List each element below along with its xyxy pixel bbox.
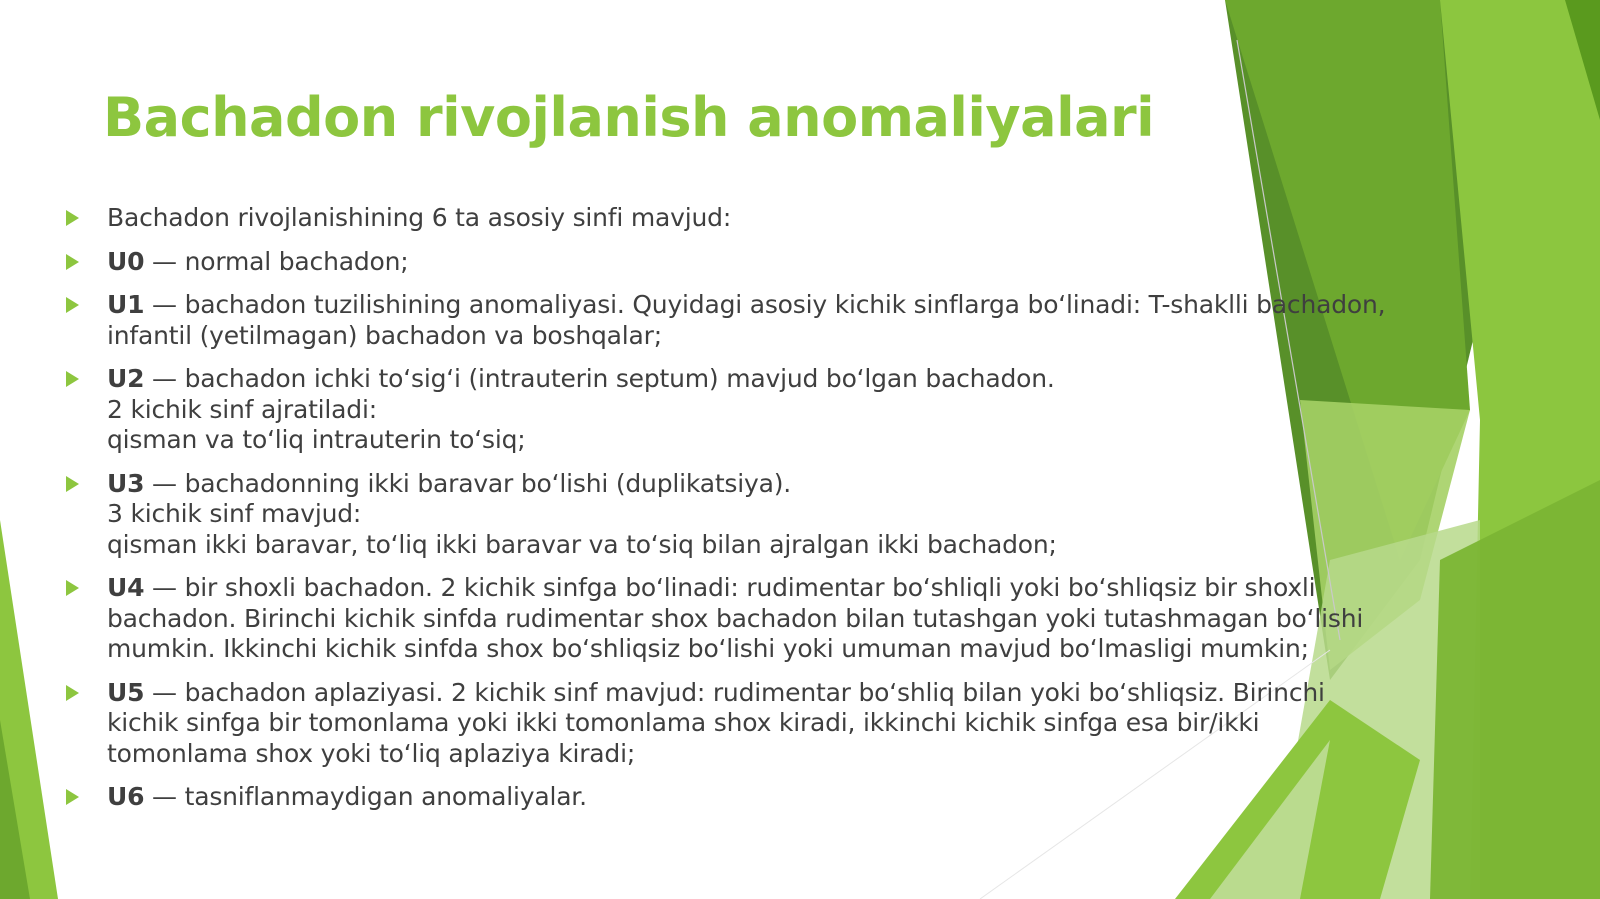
bullet-text: — bachadon ichki to‘sig‘i (intrauterin septum) mavjud bo‘lgan bachadon.: [144, 364, 1055, 393]
bullet-line: [107, 290, 1482, 321]
bullet-line: [107, 634, 1482, 665]
bullet-line: [107, 678, 1482, 709]
bullet-text: qisman ikki baravar, to‘liq ikki baravar va to‘siq bilan ajralgan ikki bachadon;: [107, 529, 1057, 559]
bullet-item: [62, 573, 1482, 665]
bullet-item: [62, 782, 1482, 813]
bullet-arrow-icon: [66, 210, 79, 226]
bullet-arrow-icon: [66, 476, 79, 492]
bullet-text: mumkin. Ikkinchi kichik sinfda shox bo‘shliqsiz bo‘lishi yoki umuman mavjud bo‘lmasligi mumkin;: [107, 634, 1309, 663]
bullet-line: [107, 573, 1482, 604]
bullet-line: [107, 247, 1482, 278]
class-code: U4: [107, 573, 145, 602]
bullet-list: [62, 203, 1482, 826]
bullet-text: — bachadon aplaziyasi. 2 kichik sinf mavjud: rudimentar bo‘shliq bilan yoki bo‘shliqsiz. Birinchi: [144, 677, 1325, 707]
bullet-line: [107, 425, 1482, 456]
bullet-item: [62, 203, 1482, 234]
bullet-text: — bachadon tuzilishining anomaliyasi. Quyidagi asosiy kichik sinflarga bo‘linadi: T-shaklli bachadon,: [144, 290, 1386, 319]
bullet-line: [107, 782, 1482, 813]
bullet-line: [107, 604, 1482, 635]
bullet-text: infantil (yetilmagan) bachadon va boshqalar;: [107, 320, 662, 350]
class-code: U1: [107, 290, 145, 319]
bullet-line: [107, 203, 1482, 234]
bullet-text: 3 kichik sinf mavjud:: [107, 499, 362, 528]
bullet-text: tomonlama shox yoki to‘liq aplaziya kiradi;: [107, 738, 636, 768]
bullet-text: qisman va to‘liq intrauterin to‘siq;: [107, 425, 526, 454]
bullet-line: [107, 499, 1482, 530]
bullet-line: [107, 708, 1482, 739]
bullet-item: [62, 247, 1482, 278]
class-code: U0: [107, 246, 145, 276]
bullet-item: [62, 364, 1482, 456]
bullet-line: [107, 530, 1482, 561]
bullet-arrow-icon: [66, 297, 79, 313]
bullet-line: [107, 469, 1482, 500]
bullet-text: — bachadonning ikki baravar bo‘lishi (duplikatsiya).: [144, 468, 792, 498]
bullet-item: [62, 290, 1482, 351]
bullet-line: [107, 739, 1482, 770]
bullet-text: kichik sinfga bir tomonlama yoki ikki tomonlama shox kiradi, ikkinchi kichik sinfga esa bir/ikki: [107, 708, 1260, 737]
bullet-text: 2 kichik sinf ajratiladi:: [107, 394, 377, 424]
class-code: U6: [107, 782, 145, 811]
bullet-line: [107, 395, 1482, 426]
bullet-text: bachadon. Birinchi kichik sinfda rudimentar shox bachadon bilan tutashgan yoki tutashmagan bo‘lishi: [107, 603, 1364, 633]
bullet-text: Bachadon rivojlanishining 6 ta asosiy sinfi mavjud:: [107, 203, 732, 232]
class-code: U5: [107, 677, 145, 707]
bullet-text: — tasniflanmaydigan anomaliyalar.: [144, 782, 587, 811]
bullet-arrow-icon: [66, 580, 79, 596]
bullet-line: [107, 364, 1482, 395]
bullet-line: [107, 321, 1482, 352]
bullet-item: [62, 469, 1482, 561]
slide-title: Bachadon rivojlanish anomaliyalari: [103, 86, 1155, 149]
bullet-item: [62, 678, 1482, 770]
bullet-arrow-icon: [66, 789, 79, 805]
bullet-text: — bir shoxli bachadon. 2 kichik sinfga bo‘linadi: rudimentar bo‘shliqli yoki bo‘shliqsiz bir shoxli: [144, 573, 1316, 602]
class-code: U2: [107, 364, 145, 393]
class-code: U3: [107, 468, 145, 498]
bullet-text: — normal bachadon;: [144, 246, 409, 276]
bullet-arrow-icon: [66, 371, 79, 387]
bullet-arrow-icon: [66, 685, 79, 701]
bullet-arrow-icon: [66, 254, 79, 270]
